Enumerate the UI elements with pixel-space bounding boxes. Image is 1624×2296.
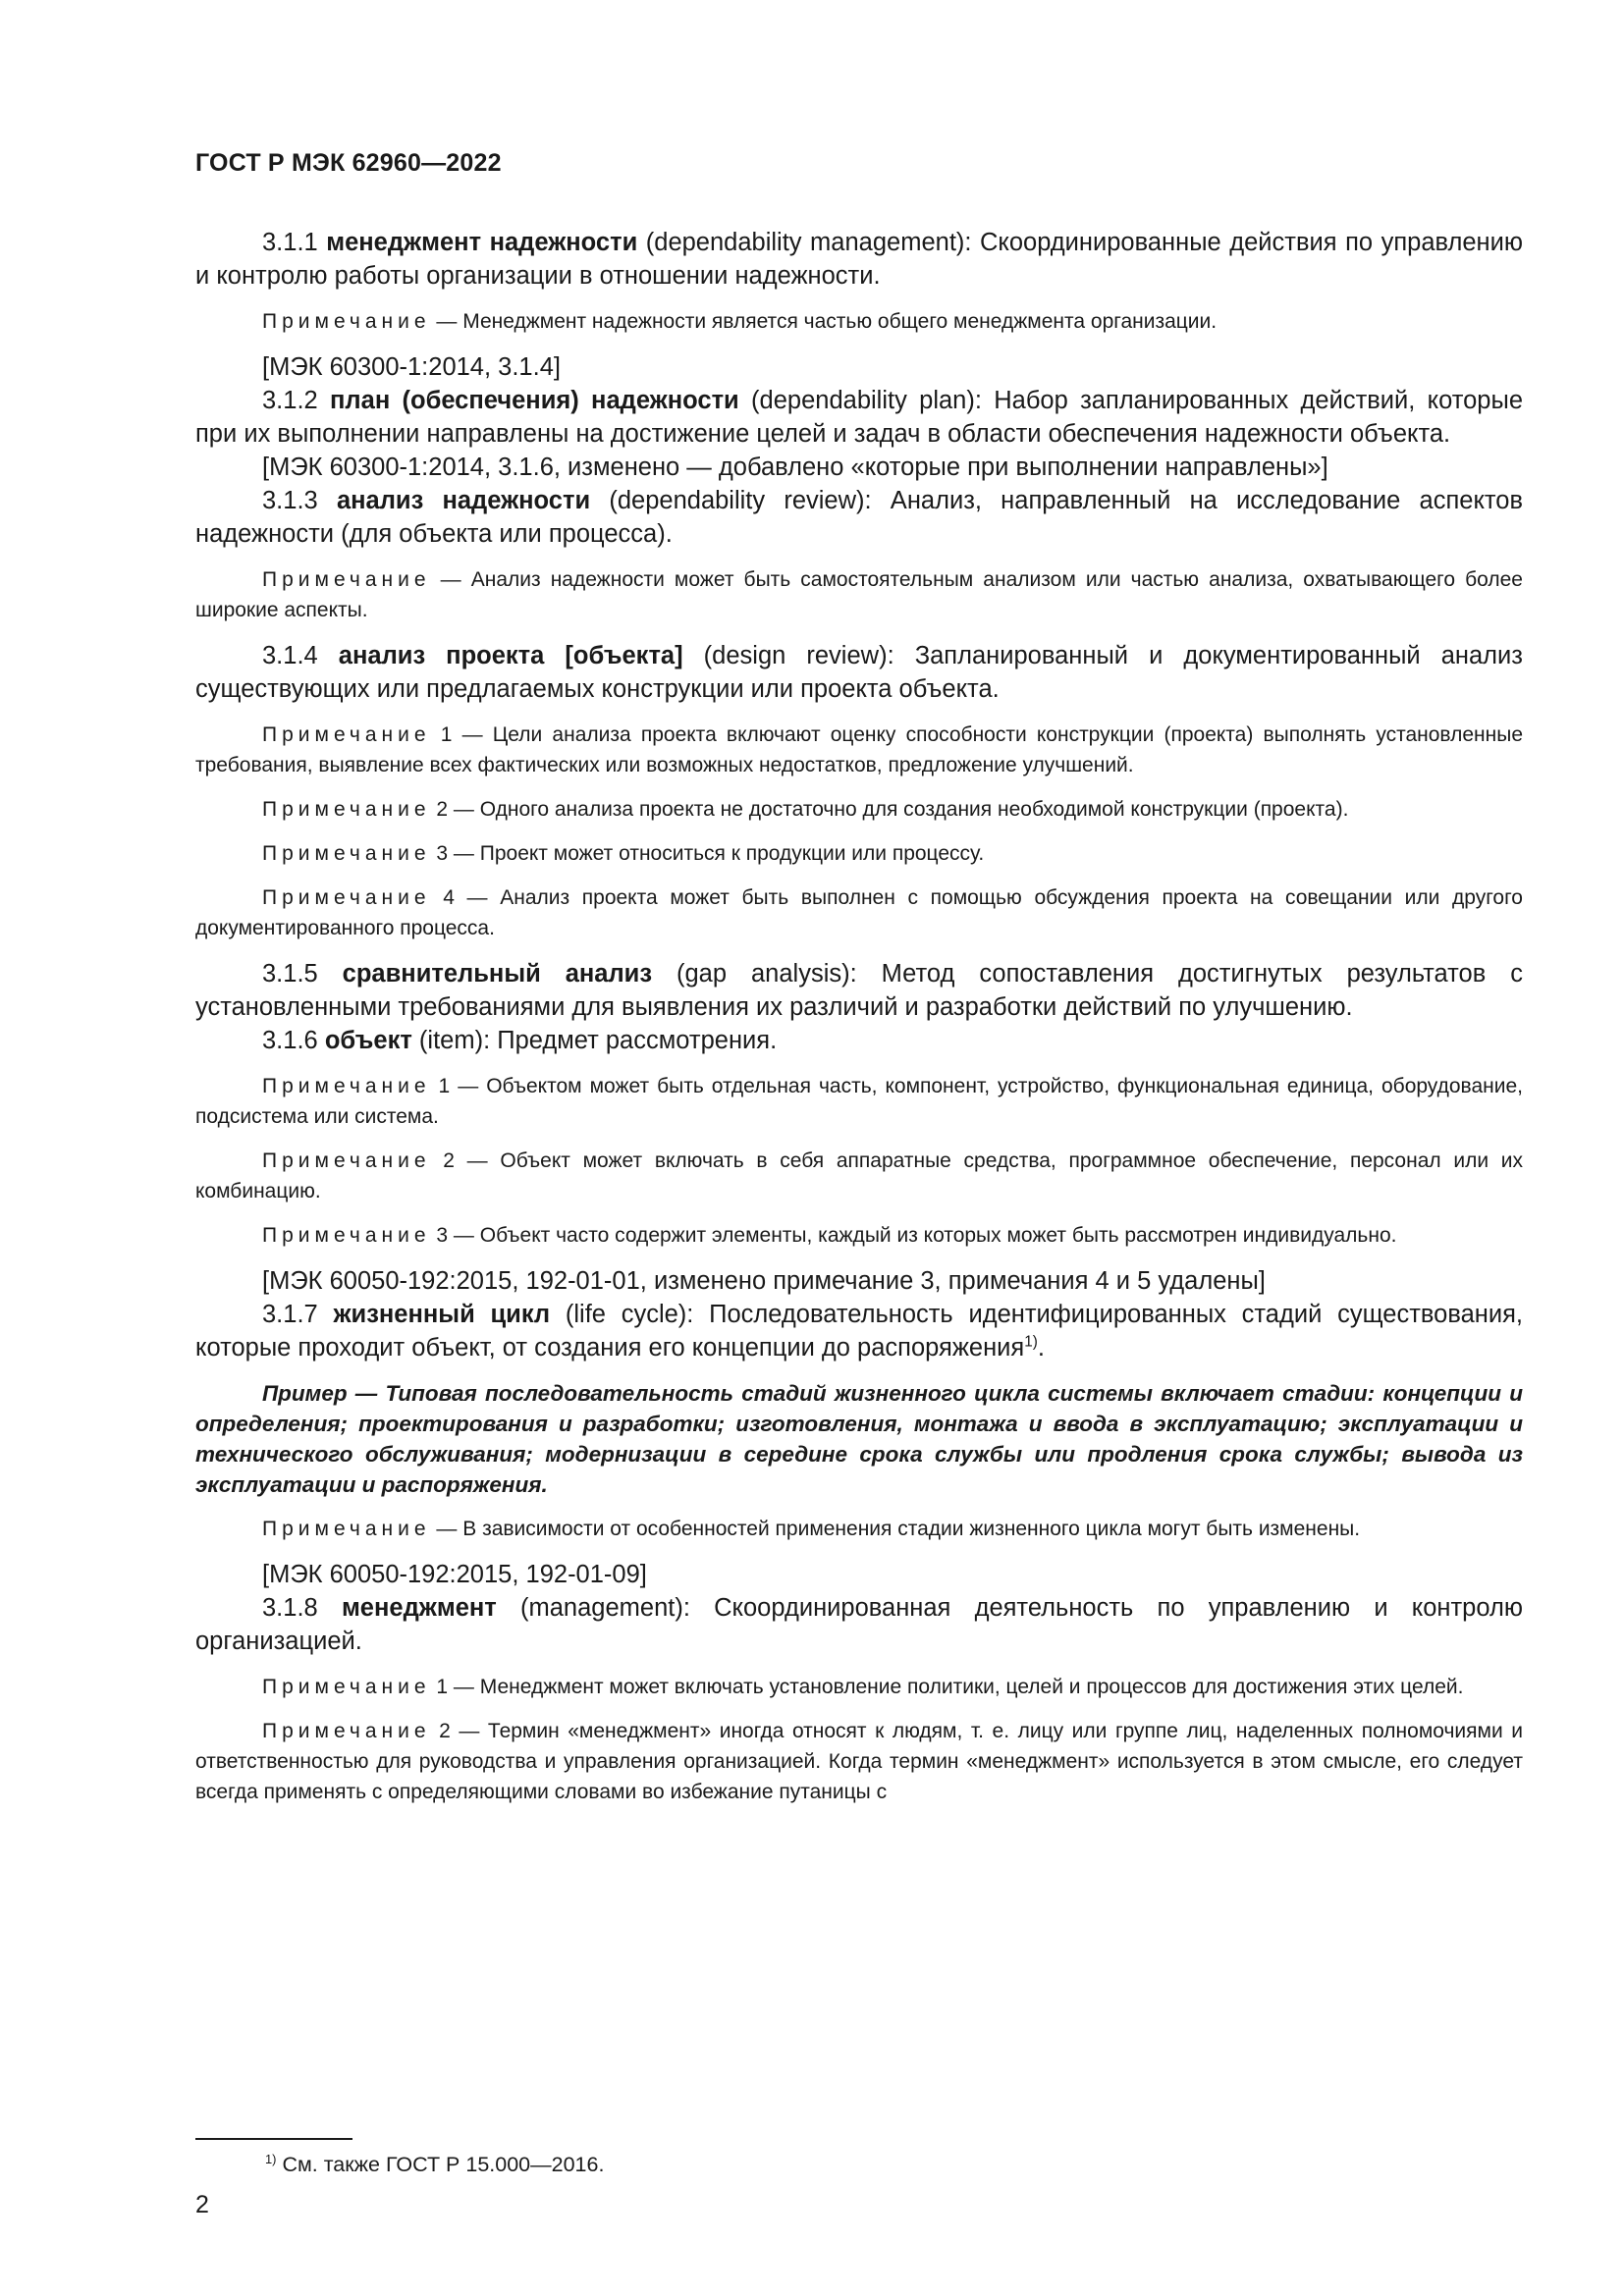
footnote-mark: 1): [265, 2151, 277, 2166]
note-label: Примечание: [262, 842, 431, 865]
footnote-divider: [195, 2138, 352, 2140]
term-name: объект: [324, 1027, 412, 1054]
term-3-1-2: [195, 384, 1523, 451]
footnote-text: См. также ГОСТ Р 15.000—2016.: [276, 2153, 605, 2176]
note-text: 3 — Объект часто содержит элементы, каждый из которых может быть рассмотрен индивидуально.: [430, 1224, 1397, 1247]
note-label: Примечание: [262, 1075, 431, 1097]
note-text: — Анализ надежности может быть самостоятельным анализом или частью анализа, охватывающего более широкие аспекты.: [195, 568, 1523, 621]
term-3-1-3: [195, 484, 1523, 551]
term-3-1-6: [195, 1024, 1523, 1057]
note-text: 3 — Проект может относиться к продукции или процессу.: [430, 842, 985, 865]
note-text: 2 — Термин «менеджмент» иногда относят к людям, т. е. лицу или группе лиц, наделенных полномочиями и ответственностью для руководства и управления организацией. Когда термин «менеджмент» используется в этом смысле, его следует всегда применять с определяющими словами во избежание путаницы с: [195, 1720, 1523, 1803]
note-label: Примечание: [262, 310, 431, 333]
term-name: жизненный цикл: [333, 1301, 551, 1328]
document-header: ГОСТ Р МЭК 62960—2022: [195, 149, 502, 177]
note-label: Примечание: [262, 568, 431, 591]
term-definition: (management): Скоординированная деятельность по управлению и контролю организацией.: [195, 1594, 1523, 1655]
term-definition: (gap analysis): Метод сопоставления достигнутых результатов с установленными требованиями для выявления их различий и разработки действий по улучшению.: [195, 960, 1523, 1021]
source-reference: [МЭК 60050-192:2015, 192-01-01, изменено примечание 3, примечания 4 и 5 удалены]: [262, 1267, 1266, 1295]
note: [195, 720, 1523, 780]
note: [195, 838, 1523, 869]
note: [195, 1146, 1523, 1206]
note-label: Примечание: [262, 1676, 431, 1698]
note-text: 2 — Одного анализа проекта не достаточно для создания необходимой конструкции (проекта).: [430, 798, 1349, 821]
note: [195, 306, 1523, 337]
note: [195, 882, 1523, 943]
source-reference: [МЭК 60300-1:2014, 3.1.6, изменено — добавлено «которые при выполнении направлены»]: [262, 454, 1328, 481]
footnote: [265, 2150, 604, 2179]
note-label: Примечание: [262, 798, 431, 821]
note: [195, 1672, 1523, 1702]
note-text: 2 — Объект может включать в себя аппаратные средства, программное обеспечение, персонал или их комбинацию.: [195, 1149, 1523, 1202]
term-definition: (life cycle): Последовательность идентифицированных стадий существования, которые проходит объект, от создания его концепции до распоряжения: [195, 1301, 1523, 1362]
term-number: 3.1.2: [262, 387, 318, 414]
term-definition: (dependability review): Анализ, направленный на исследование аспектов надежности (для объекта или процесса).: [195, 487, 1524, 548]
note: [195, 794, 1523, 825]
footnote-mark: 1): [1024, 1333, 1038, 1351]
term-3-1-4: [195, 639, 1523, 706]
term-name: анализ проекта [объекта]: [338, 642, 683, 669]
note-label: Примечание: [262, 1720, 431, 1742]
note-text: 1 — Цели анализа проекта включают оценку способности конструкции (проекта) выполнять установленные требования, выявление всех фактических или возможных недостатков, предложение улучшений.: [195, 723, 1523, 776]
page-number: 2: [195, 2191, 209, 2218]
note-text: 4 — Анализ проекта может быть выполнен с помощью обсуждения проекта на совещании или другого документированного процесса.: [195, 886, 1523, 939]
term-definition: (item): Предмет рассмотрения.: [411, 1027, 778, 1054]
note: [195, 564, 1523, 625]
note: [195, 1514, 1523, 1544]
term-3-1-1: [195, 226, 1523, 293]
note-label: Примечание: [262, 1224, 431, 1247]
note-text: 1 — Менеджмент может включать установление политики, целей и процессов для достижения этих целей.: [430, 1676, 1464, 1698]
term-end: .: [1037, 1334, 1045, 1362]
term-name: анализ надежности: [336, 487, 591, 514]
term-name: план (обеспечения) надежности: [330, 387, 739, 414]
note: [195, 1220, 1523, 1251]
note-text: — Менеджмент надежности является частью общего менеджмента организации.: [430, 310, 1218, 333]
term-number: 3.1.4: [262, 642, 318, 669]
note-label: Примечание: [262, 886, 431, 909]
term-3-1-7: [195, 1298, 1523, 1364]
note-label: Примечание: [262, 1518, 431, 1540]
term-name: менеджмент надежности: [326, 229, 638, 256]
term-name: сравнительный анализ: [342, 960, 653, 988]
term-number: 3.1.8: [262, 1594, 318, 1622]
term-number: 3.1.3: [262, 487, 318, 514]
term-number: 3.1.5: [262, 960, 318, 988]
source-reference: [МЭК 60300-1:2014, 3.1.4]: [262, 353, 561, 381]
main-content: [195, 226, 1523, 1821]
note-text: 1 — Объектом может быть отдельная часть, компонент, устройство, функциональная единица, оборудование, подсистема или система.: [195, 1075, 1523, 1128]
note-label: Примечание: [262, 723, 431, 746]
term-number: 3.1.6: [262, 1027, 318, 1054]
term-definition: (dependability plan): Набор запланированных действий, которые при их выполнении направлены на достижение целей и задач в области обеспечения надежности объекта.: [195, 387, 1523, 448]
term-3-1-8: [195, 1591, 1523, 1658]
note: [195, 1071, 1523, 1132]
note-text: — В зависимости от особенностей применения стадии жизненного цикла могут быть изменены.: [430, 1518, 1361, 1540]
term-number: 3.1.7: [262, 1301, 318, 1328]
term-definition: (design review): Запланированный и документированный анализ существующих или предлагаемых конструкции или проекта объекта.: [195, 642, 1523, 703]
term-definition: (dependability management): Скоординированные действия по управлению и контролю работы организации в отношении надежности.: [195, 229, 1523, 290]
term-name: менеджмент: [341, 1594, 497, 1622]
note-label: Примечание: [262, 1149, 431, 1172]
example: Пример — Типовая последовательность стадий жизненного цикла системы включает стадии: концепции и определения; проектирования и разработки; изготовления, монтажа и ввода в эксплуатацию; эксплуатации и технического обслуживания; модернизации в середине срока службы или продления срока службы; вывода из эксплуатации и распоряжения.: [195, 1381, 1523, 1497]
term-number: 3.1.1: [262, 229, 318, 256]
term-3-1-5: [195, 957, 1523, 1024]
note: [195, 1716, 1523, 1807]
source-reference: [МЭК 60050-192:2015, 192-01-09]: [262, 1561, 647, 1588]
